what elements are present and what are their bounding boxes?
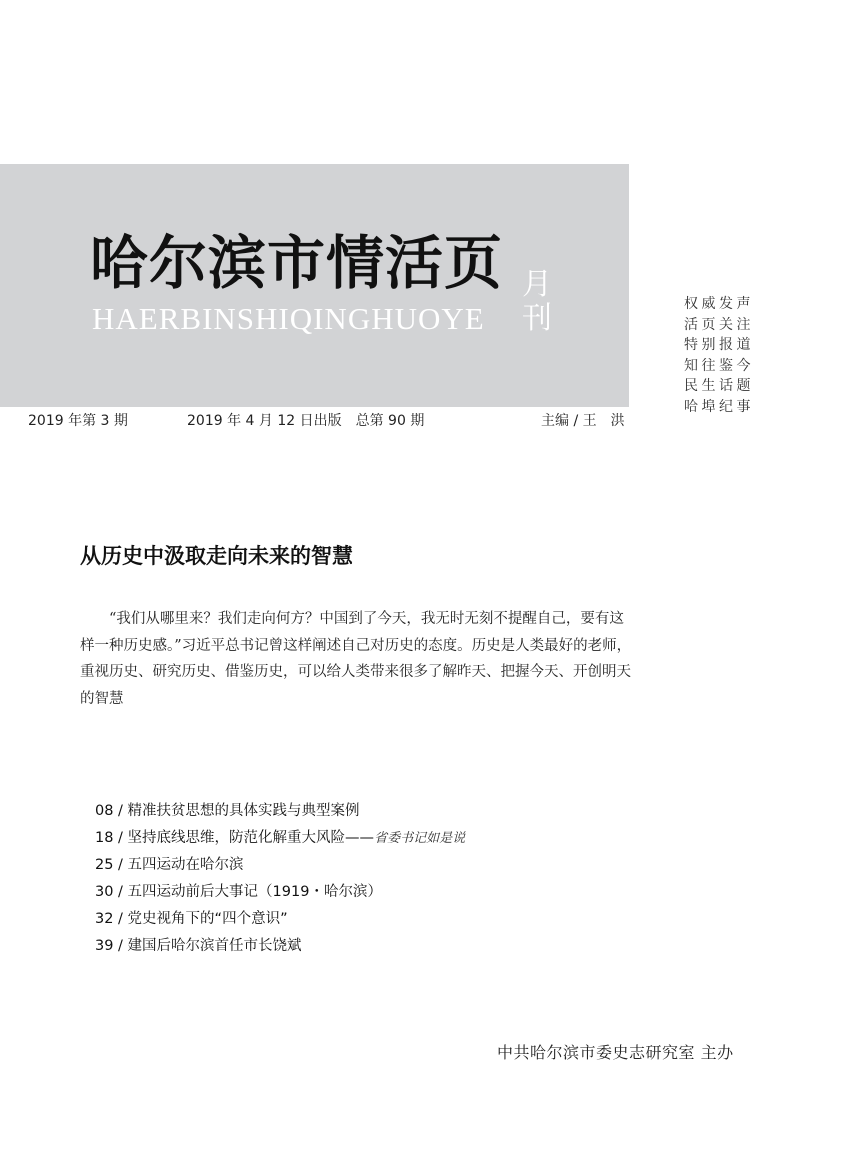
article-headline: 从历史中汲取走向未来的智慧 bbox=[80, 543, 353, 568]
masthead-title: 哈尔滨市情活页 bbox=[90, 229, 504, 297]
toc-entry: 30 / 五四运动前后大事记（1919・哈尔滨） bbox=[95, 884, 382, 900]
sponsor-line: 中共哈尔滨市委史志研究室 主办 bbox=[497, 1043, 734, 1062]
slogan-item: 知往鉴今 bbox=[684, 357, 754, 374]
slogan-item: 哈埠纪事 bbox=[684, 398, 754, 415]
toc-item[interactable] bbox=[95, 825, 465, 852]
toc-subtitle: 省委书记如是说 bbox=[374, 831, 466, 846]
toc-entry: 32 / 党史视角下的“四个意识” bbox=[95, 911, 288, 927]
toc-item[interactable] bbox=[95, 798, 465, 825]
slogan-item: 特别报道 bbox=[684, 337, 754, 353]
masthead-pinyin: HAERBINSHIQINGHUOYE bbox=[92, 301, 485, 336]
toc-item[interactable] bbox=[95, 852, 465, 879]
toc-item[interactable] bbox=[95, 879, 465, 906]
frequency-char-2: 刊 bbox=[522, 301, 552, 336]
chief-editor: 主编 / 王 洪 bbox=[541, 413, 625, 429]
article-intro: “我们从哪里来？我们走向何方？中国到了今天，我无时无刻不提醒自己，要有这样一种历史感。”习近平总书记曾这样阐述自己对历史的态度。历史是人类最好的老师，重视历史、研究历史、借鉴历史，可以给人类带来很多了解昨天、把握今天、开创明天的智慧 bbox=[80, 611, 632, 707]
toc-entry: 25 / 五四运动在哈尔滨 bbox=[95, 857, 244, 873]
toc-entry: 08 / 精准扶贫思想的具体实践与典型案例 bbox=[95, 803, 360, 819]
table-of-contents bbox=[95, 798, 465, 960]
toc-item[interactable] bbox=[95, 906, 465, 933]
toc-entry: 39 / 建国后哈尔滨首任市长饶斌 bbox=[95, 938, 302, 954]
slogan-item: 活页关注 bbox=[684, 316, 754, 333]
toc-entry: 18 / 坚持底线思维，防范化解重大风险—— bbox=[95, 830, 375, 846]
frequency-char-1: 月 bbox=[522, 267, 552, 302]
slogan-item: 权威发声 bbox=[684, 296, 754, 312]
toc-item[interactable] bbox=[95, 933, 465, 960]
slogan-item: 民生话题 bbox=[684, 378, 754, 394]
issue-number: 2019 年第 3 期 bbox=[28, 413, 128, 429]
slogan-list bbox=[684, 294, 754, 417]
publish-info: 2019 年 4 月 12 日出版 总第 90 期 bbox=[187, 413, 425, 429]
masthead-frequency bbox=[522, 268, 554, 336]
